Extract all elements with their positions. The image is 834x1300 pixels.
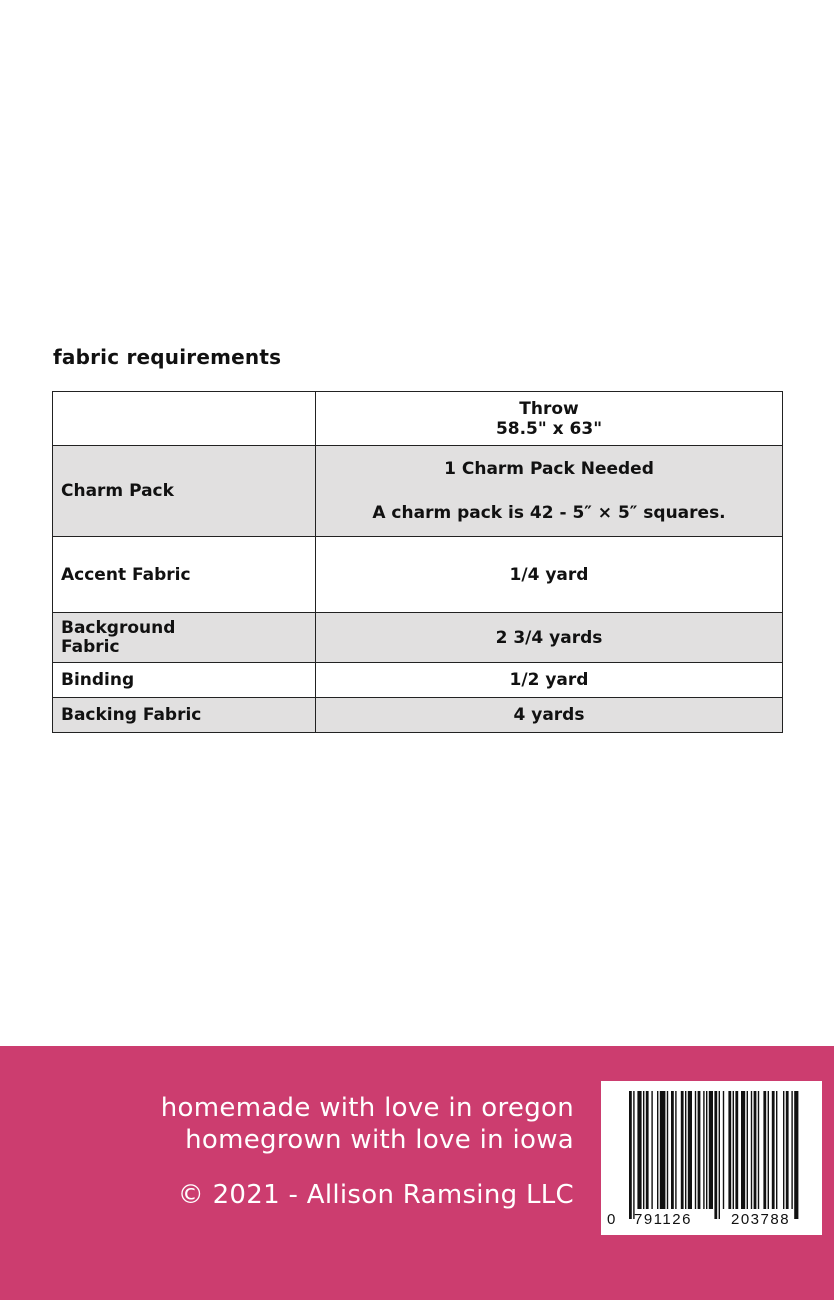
table-row	[53, 537, 783, 613]
barcode-bar	[714, 1091, 717, 1219]
row-label: Binding	[53, 663, 316, 698]
barcode-right-digits: 203788	[731, 1211, 791, 1228]
table-row	[53, 613, 783, 663]
barcode-bar	[763, 1091, 766, 1209]
barcode-bar	[723, 1091, 724, 1209]
barcode-bar	[791, 1091, 792, 1209]
barcode-bar	[706, 1091, 707, 1209]
barcode-bar	[698, 1091, 701, 1209]
tagline-oregon: homemade with love in oregon	[160, 1093, 574, 1123]
barcode-left-digits: 791126	[634, 1211, 692, 1228]
barcode-bar	[681, 1091, 684, 1209]
footer-band	[0, 1046, 834, 1300]
row-value: 2 3/4 yards	[316, 613, 783, 663]
row-label: Charm Pack	[53, 446, 316, 537]
barcode-bar	[728, 1091, 731, 1209]
barcode-bar	[685, 1091, 686, 1209]
page-title: fabric requirements	[53, 345, 282, 369]
copyright-notice: © 2021 - Allison Ramsing LLC	[177, 1180, 574, 1210]
table-row	[53, 663, 783, 698]
table-row	[53, 698, 783, 733]
barcode-bar	[776, 1091, 777, 1209]
barcode-bar	[637, 1091, 641, 1209]
barcode-bar	[783, 1091, 784, 1209]
row-label: Background Fabric	[53, 613, 316, 663]
header-empty-cell	[53, 392, 316, 446]
tagline-iowa: homegrown with love in iowa	[185, 1125, 574, 1155]
barcode-bar	[651, 1091, 652, 1209]
barcode-bar	[735, 1091, 738, 1209]
table-header-row	[53, 392, 783, 446]
row-value-note: A charm pack is 42 - 5″ × 5″ squares.	[372, 503, 726, 523]
row-value-line: 1 Charm Pack Needed	[444, 459, 654, 479]
header-dimensions: 58.5" x 63"	[495, 418, 603, 439]
barcode	[601, 1081, 822, 1235]
row-label: Backing Fabric	[53, 698, 316, 733]
barcode-bar	[643, 1091, 644, 1209]
tagline	[161, 1092, 574, 1156]
barcode-bar	[733, 1091, 734, 1209]
barcode-prefix-digit: 0	[607, 1211, 616, 1228]
barcode-bar	[660, 1091, 666, 1209]
barcode-bar	[768, 1091, 769, 1209]
fabric-requirements-table	[52, 391, 783, 733]
barcode-bar	[794, 1091, 798, 1219]
row-value: 1/4 yard	[316, 537, 783, 613]
barcode-bar	[695, 1091, 696, 1209]
barcode-bar	[703, 1091, 704, 1209]
row-label: Accent Fabric	[53, 537, 316, 613]
barcode-bar	[633, 1091, 634, 1219]
header-throw-cell	[316, 392, 783, 446]
barcode-bar	[747, 1091, 748, 1209]
barcode-bar	[754, 1091, 757, 1209]
barcode-bar	[786, 1091, 789, 1209]
barcode-bar	[646, 1091, 649, 1209]
barcode-bar	[772, 1091, 775, 1209]
row-value	[316, 446, 783, 537]
row-value: 1/2 yard	[316, 663, 783, 698]
barcode-bar	[688, 1091, 692, 1209]
barcode-bar	[629, 1091, 632, 1219]
row-value: 4 yards	[316, 698, 783, 733]
barcode-bar	[751, 1091, 752, 1209]
barcode-bar	[671, 1091, 674, 1209]
barcode-bar	[667, 1091, 668, 1209]
barcode-bar	[758, 1091, 759, 1209]
barcode-bar	[741, 1091, 745, 1209]
header-size-name: Throw	[519, 398, 579, 419]
barcode-bar	[709, 1091, 713, 1209]
barcode-bar	[657, 1091, 658, 1209]
barcode-bar	[675, 1091, 676, 1209]
barcode-bar	[719, 1091, 720, 1219]
table-row	[53, 446, 783, 537]
